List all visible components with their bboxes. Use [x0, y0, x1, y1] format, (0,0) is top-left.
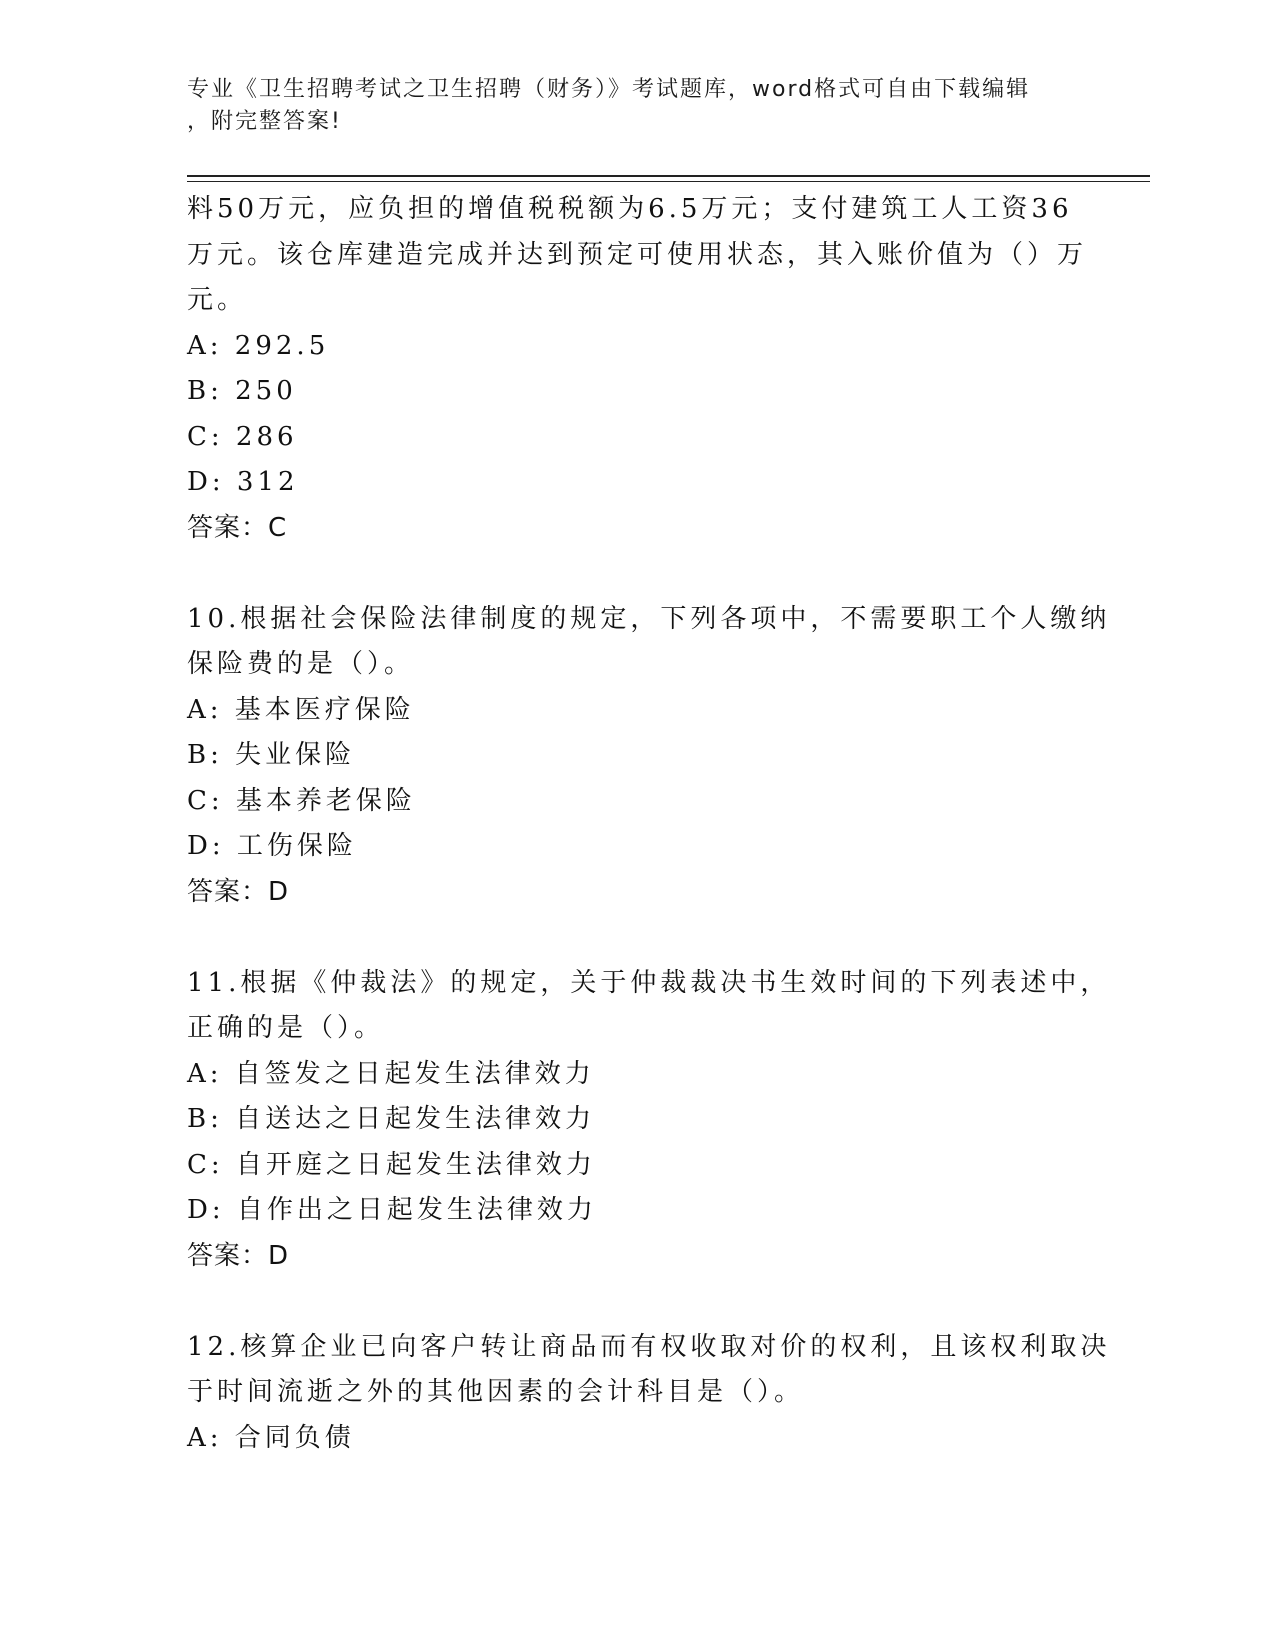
- answer-label: 答案：D: [187, 1240, 290, 1271]
- option-b: B: 自送达之日起发生法律效力: [187, 1104, 596, 1134]
- question-stem-line: 料50万元，应负担的增值税税额为6.5万元；支付建筑工人工资36: [187, 194, 1073, 224]
- option-a: A: 基本医疗保险: [187, 694, 415, 725]
- option-a: A: 合同负债: [187, 1422, 355, 1453]
- option-d: D: 312: [187, 467, 299, 497]
- spacer: [187, 915, 1087, 961]
- question-9: [187, 187, 1087, 551]
- option-c: C: 自开庭之日起发生法律效力: [187, 1149, 596, 1180]
- question-stem-line: 10.根据社会保险法律制度的规定，下列各项中，不需要职工个人缴纳: [187, 603, 1111, 634]
- spacer: [187, 551, 1087, 597]
- option-c: C: 286: [187, 421, 298, 452]
- answer-label: 答案：C: [187, 512, 288, 543]
- option-b: B: 250: [187, 376, 297, 406]
- spacer: [187, 1279, 1087, 1325]
- question-stem-line: 正确的是（）。: [187, 1013, 385, 1043]
- document-header: [187, 74, 1087, 138]
- option-c: C: 基本养老保险: [187, 785, 416, 816]
- question-stem-line: 12.核算企业已向客户转让商品而有权收取对价的权利，且该权利取决: [187, 1331, 1111, 1362]
- question-11: [187, 961, 1111, 1280]
- header-line-1: 专业《卫生招聘考试之卫生招聘（财务）》考试题库，word格式可自由下载编辑: [187, 77, 1031, 102]
- option-a: A: 自签发之日起发生法律效力: [187, 1058, 595, 1089]
- question-stem-line: 元。: [187, 285, 248, 315]
- option-d: D: 工伤保险: [187, 831, 357, 861]
- question-12: [187, 1325, 1111, 1462]
- header-divider-thick: [187, 175, 1150, 177]
- option-d: D: 自作出之日起发生法律效力: [187, 1195, 597, 1225]
- answer-label: 答案：D: [187, 876, 290, 907]
- option-a: A: 292.5: [187, 330, 330, 361]
- option-b: B: 失业保险: [187, 740, 356, 770]
- question-list: [187, 187, 1111, 1461]
- question-stem-line: 于时间流逝之外的其他因素的会计科目是（）。: [187, 1377, 805, 1407]
- question-10: [187, 597, 1111, 916]
- question-stem-line: 11.根据《仲裁法》的规定，关于仲裁裁决书生效时间的下列表述中，: [187, 967, 1111, 998]
- question-stem-line: 保险费的是（）。: [187, 649, 415, 679]
- header-line-2: ，附完整答案!: [187, 109, 342, 134]
- header-divider-thin: [187, 181, 1150, 182]
- question-stem-line: 万元。该仓库建造完成并达到预定可使用状态，其入账价值为（）万: [187, 239, 1088, 270]
